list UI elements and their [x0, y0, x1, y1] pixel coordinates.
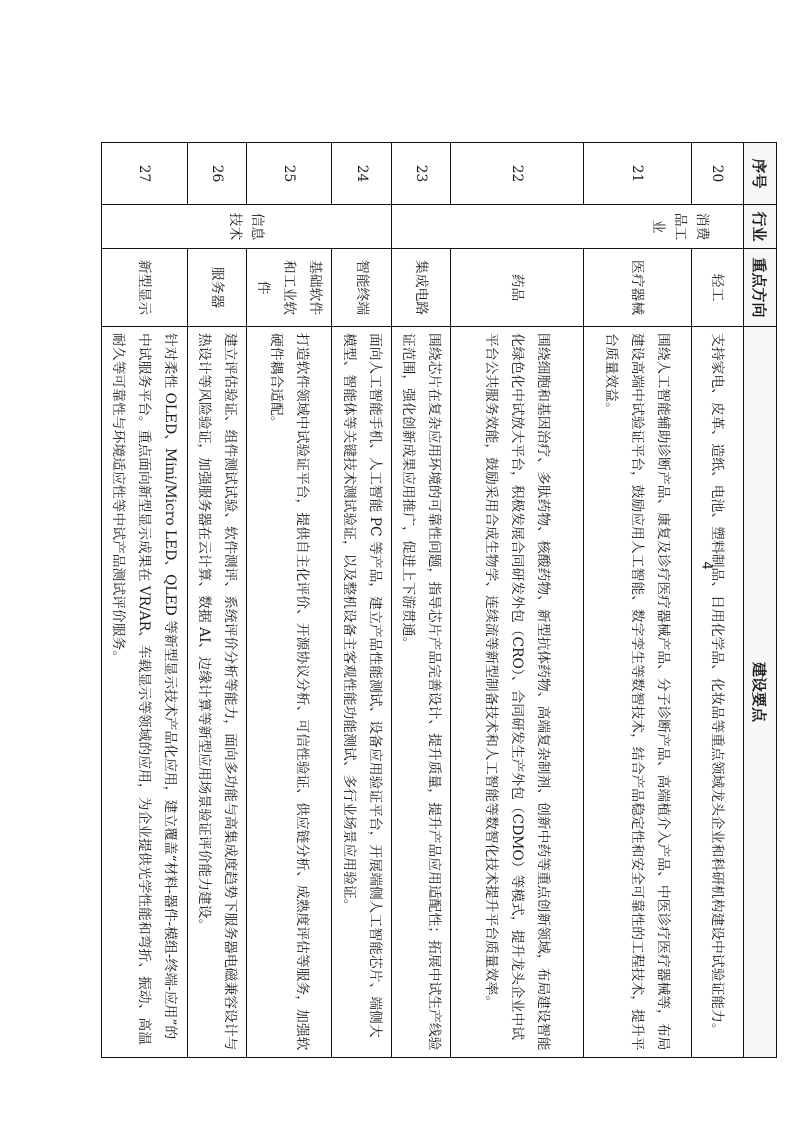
row-industry: 信息技术	[102, 205, 392, 249]
row-direction: 服务器	[187, 249, 246, 327]
row-points: 围绕细胞和基因治疗、多肽药物、核酸药物、新型抗体药物、高端复杂制剂、创新中药等重点创新领域，布局建设智能化绿色化中试放大平台，积极发展合同研发外包（CRO）、合同研发生产外包（CDMO）等模式，提升龙头企业中试平台公共服务效能，鼓励采用合成生物学、连续流等新型制备技术和人工智能等数智化技术提升平台质量效率。	[451, 327, 584, 1058]
row-direction: 新型显示	[102, 249, 188, 327]
row-points: 支持家电、皮革、造纸、电池、塑料制品、日用化学品、化妆品等重点领域龙头企业和科研机构建设中试验证能力。	[691, 327, 743, 1058]
row-direction: 医疗器械	[584, 249, 692, 327]
row-no: 25	[246, 143, 332, 205]
row-direction: 轻工	[691, 249, 743, 327]
row-no: 27	[102, 143, 188, 205]
table-row	[246, 143, 332, 1058]
row-points: 打造软件领域中试验证平台，提供自主化评价、开源协议分析、可信性验证、供应链分析、成熟度评估等服务，加强软硬件耦合适配。	[246, 327, 332, 1058]
row-direction: 基础软件和工业软件	[246, 249, 332, 327]
row-no: 24	[332, 143, 391, 205]
row-points: 围绕人工智能辅助诊断产品、康复及诊疗医疗器械产品、分子诊断产品、高端植介入产品、中医诊疗医疗器械等，布局建设高端中试验证平台，鼓励应用人工智能、数字孪生等数智技术，结合产品稳定性和安全可靠性的工程技术，提升平台质量效益。	[584, 327, 692, 1058]
table-row	[187, 143, 246, 1058]
row-direction: 集成电路	[391, 249, 450, 327]
row-no: 23	[391, 143, 450, 205]
table-row	[332, 143, 391, 1058]
header-direction: 重点方向	[744, 249, 777, 327]
page-number: 4	[698, 561, 714, 570]
construction-points-table	[101, 142, 777, 1058]
header-points: 建设要点	[744, 327, 777, 1058]
row-no: 22	[451, 143, 584, 205]
header-no: 序号	[744, 143, 777, 205]
table-row	[584, 143, 692, 1058]
row-no: 26	[187, 143, 246, 205]
row-points: 围绕芯片在复杂应用环境的可靠性问题，指导芯片产品完善设计、提升质量，提升产品应用适配性；拓展中试生产线验证范围，强化创新成果应用推广，促进上下游贯通。	[391, 327, 450, 1058]
table-row	[102, 143, 188, 1058]
row-industry: 消费品工业	[391, 205, 743, 249]
header-industry: 行业	[744, 205, 777, 249]
row-points: 针对柔性 OLED、Mini/Micro LED、QLED 等新型显示技术产品化应用，建立覆盖“材料-器件-模组-终端-应用”的中试服务平台。重点面向新型显示成果在 VR/AR、车载显示等领域的应用，为企业提供光学性能和弯折、振动、高温耐久等可靠性与环境适应性等中试产品测试评价服务。	[102, 327, 188, 1058]
table-row	[391, 143, 450, 1058]
row-direction: 药品	[451, 249, 584, 327]
row-points: 建立评估验证、组件测试试验、软件测评、系统评价分析等能力，面向多功能与高集成度趋势下服务器电磁兼容设计与热设计等风险验证，加强服务器在云计算、数据 AI、边缘计算等新型应用场景验证评价能力建设。	[187, 327, 246, 1058]
rotated-page	[101, 142, 777, 1057]
row-no: 21	[584, 143, 692, 205]
table-header-row	[744, 143, 777, 1058]
row-direction: 智能终端	[332, 249, 391, 327]
table-row	[691, 143, 743, 1058]
row-points: 面向人工智能手机、人工智能 PC 等产品，建立产品性能测试、设备应用验证平台，开展端侧人工智能芯片、端侧大模型、智能体等关键技术测试验证，以及整机设备主客观性能功能测试、多行业场景应用验证。	[332, 327, 391, 1058]
table-row	[451, 143, 584, 1058]
row-no: 20	[691, 143, 743, 205]
